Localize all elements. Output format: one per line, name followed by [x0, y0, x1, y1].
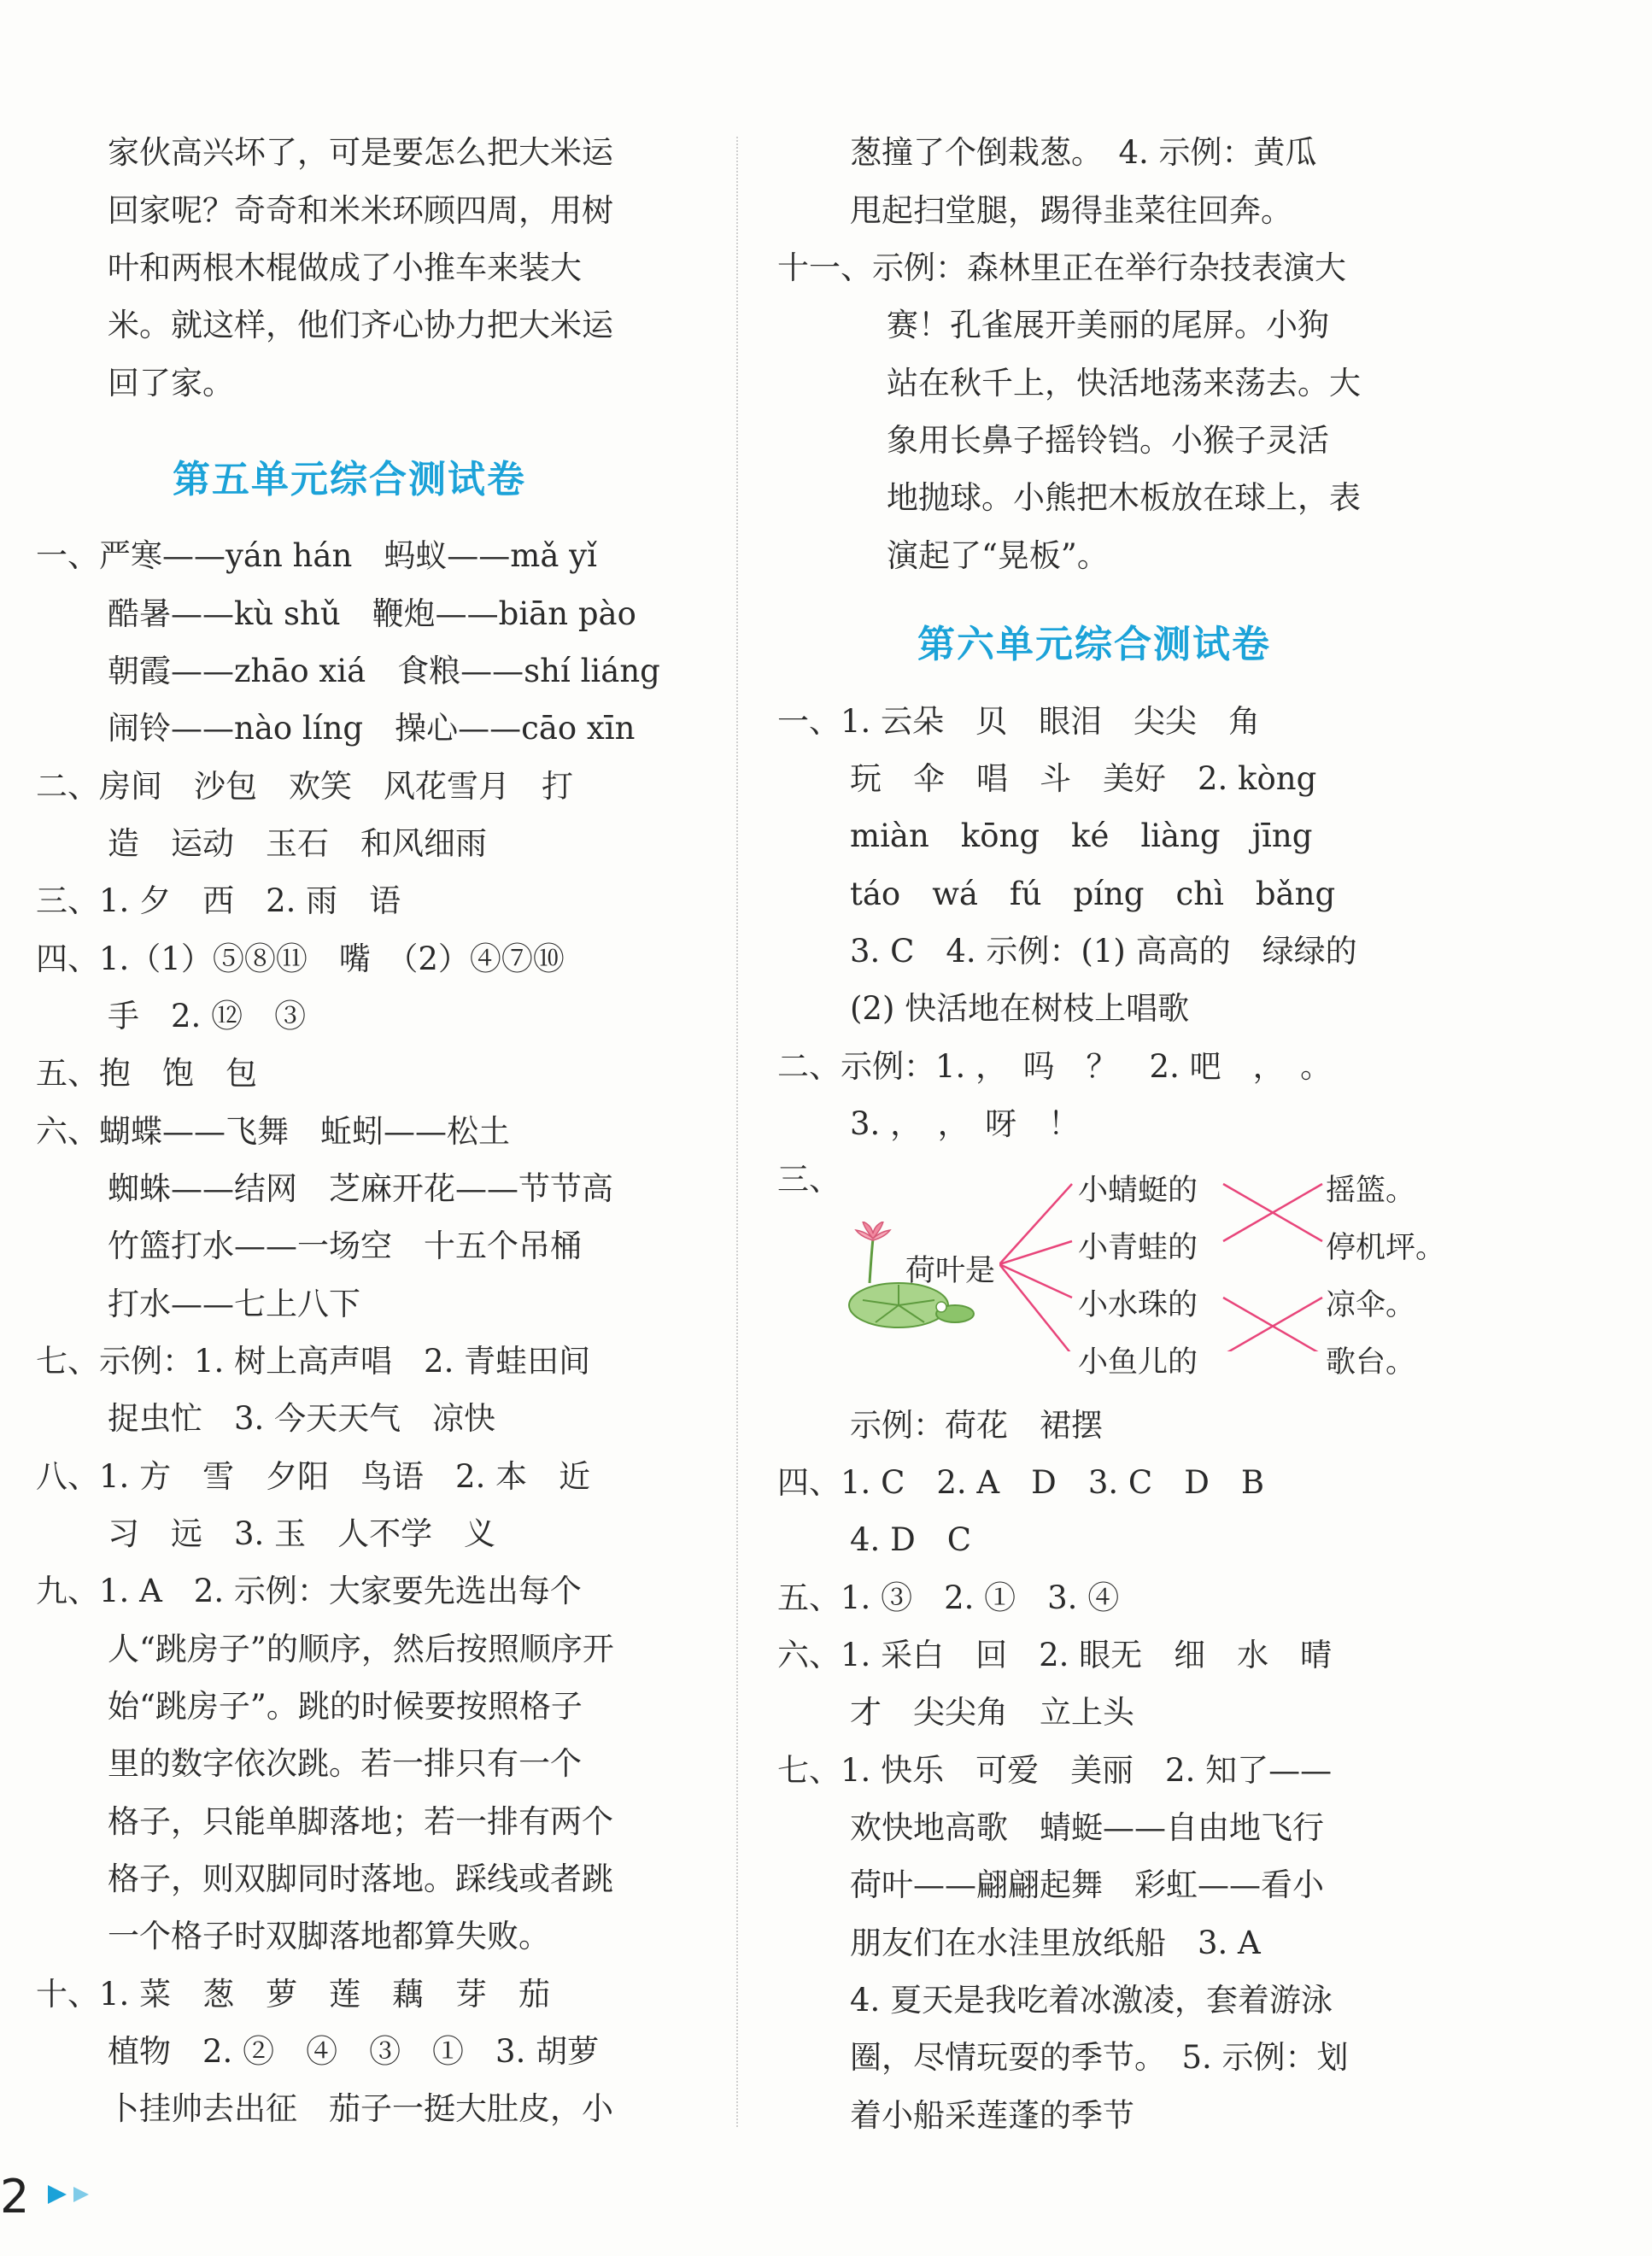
answer-line: 玩 伞 唱 斗 美好 2. kòng — [850, 760, 1317, 797]
answer-line: 欢快地高歌 蜻蜓——自由地飞行 — [850, 1809, 1324, 1846]
answer-line: 赛！孔雀展开美丽的尾屏。小狗 — [887, 307, 1329, 343]
text-line: 回家呢？奇奇和米米环顾四周，用树 — [108, 192, 613, 229]
answer-line: 象用长鼻子摇铃铛。小猴子灵活 — [887, 422, 1329, 459]
answer-line: miàn kōng ké liàng jīng — [850, 817, 1313, 854]
answer-line: 八、1. 方 雪 夕阳 鸟语 2. 本 近 — [36, 1458, 591, 1495]
answer-line: 手 2. ⑫ ③ — [108, 998, 307, 1034]
answer-line: 闹铃——nào líng 操心——cāo xīn — [108, 710, 636, 747]
answer-line: 着小船采莲蓬的季节 — [850, 2097, 1134, 2134]
match-right-item: 凉伞。 — [1326, 1288, 1416, 1322]
answer-line: 习 远 3. 玉 人不学 义 — [108, 1515, 496, 1552]
answer-line: 酷暑——kù shǔ 鞭炮——biān pào — [108, 595, 636, 632]
answer-line: 五、抱 饱 包 — [36, 1055, 257, 1092]
match-right-item: 摇篮。 — [1326, 1174, 1416, 1208]
answer-line: 卜挂帅去出征 茄子一挺大肚皮，小 — [108, 2090, 613, 2127]
match-subject: 荷叶是 — [905, 1254, 996, 1288]
answer-line: 捉虫忙 3. 今天天气 凉快 — [108, 1400, 496, 1437]
answer-line: 始“跳房子”。跳的时候要按照格子 — [108, 1688, 583, 1725]
page-arrows — [48, 2182, 96, 2211]
answer-line: 三、1. 夕 西 2. 雨 语 — [36, 882, 401, 919]
answer-line: 竹篮打水——一场空 十五个吊桶 — [108, 1228, 582, 1264]
answer-line: 示例：荷花 裙摆 — [850, 1407, 1103, 1444]
answer-line: 里的数字依次跳。若一排只有一个 — [108, 1745, 582, 1782]
text-line: 叶和两根木棍做成了小推车来装大 — [108, 249, 582, 286]
page-number: 2 — [0, 2170, 30, 2224]
answer-line: 打水——七上八下 — [108, 1286, 360, 1322]
answer-line: 葱撞了个倒栽葱。 4. 示例：黄瓜 — [850, 134, 1317, 171]
section-label: 三、 — [777, 1161, 841, 1198]
answer-line: 人“跳房子”的顺序，然后按照顺序开 — [108, 1631, 614, 1667]
column-divider — [736, 137, 738, 2127]
answer-line: 六、蝴蝶——飞舞 蚯蚓——松土 — [36, 1113, 510, 1150]
answer-line: 3. C 4. 示例：(1) 高高的 绿绿的 — [850, 933, 1357, 970]
text-line: 米。就这样，他们齐心协力把大米运 — [108, 307, 613, 343]
answer-line: 一、严寒——yán hán 蚂蚁——mǎ yǐ — [36, 537, 597, 574]
answer-line: 四、1. C 2. A D 3. C D B — [777, 1464, 1265, 1501]
answer-line: 朝霞——zhāo xiá 食粮——shí liáng — [108, 653, 660, 689]
match-left-item: 小蜻蜓的 — [1078, 1174, 1198, 1208]
arrow-right-icon — [48, 2182, 96, 2207]
answer-line: 格子，则双脚同时落地。踩线或者跳 — [108, 1860, 613, 1897]
answer-line: 四、1.（1）⑤⑧⑪ 嘴 （2）④⑦⑩ — [36, 940, 565, 977]
match-right-item: 歌台。 — [1326, 1345, 1416, 1380]
answer-line: 4. 夏天是我吃着冰激凌，套着游泳 — [850, 1982, 1333, 2019]
fan-line — [999, 1264, 1072, 1298]
answer-line: 蜘蛛——结网 芝麻开花——节节高 — [108, 1170, 613, 1207]
answer-line: 朋友们在水洼里放纸船 3. A — [850, 1925, 1261, 1961]
answer-line: 五、1. ③ 2. ① 3. ④ — [777, 1579, 1120, 1616]
unit5-title: 第五单元综合测试卷 — [173, 458, 526, 501]
answer-line: 荷叶——翩翩起舞 彩虹——看小 — [850, 1866, 1324, 1903]
answer-line: 一、1. 云朵 贝 眼泪 尖尖 角 — [777, 703, 1261, 740]
answer-line: 演起了“晃板”。 — [887, 537, 1109, 574]
answer-line: 地抛球。小熊把木板放在球上，表 — [887, 479, 1361, 516]
match-right-item: 停机坪。 — [1326, 1231, 1446, 1265]
text-line: 回了家。 — [108, 365, 234, 401]
answer-line: 圈，尽情玩耍的季节。 5. 示例：划 — [850, 2039, 1349, 2076]
answer-line: táo wá fú píng chì bǎng — [850, 876, 1336, 912]
unit6-title: 第六单元综合测试卷 — [917, 623, 1271, 666]
answer-line: 二、房间 沙包 欢笑 风花雪月 打 — [36, 768, 573, 805]
match-left-item: 小水珠的 — [1078, 1288, 1198, 1322]
answer-line: 甩起扫堂腿，踢得韭菜往回奔。 — [850, 192, 1292, 229]
answer-line: 十一、示例：森林里正在举行杂技表演大 — [777, 249, 1346, 286]
match-left-item: 小青蛙的 — [1078, 1231, 1198, 1265]
answer-line: 格子，只能单脚落地；若一排有两个 — [108, 1803, 613, 1840]
answer-line: 才 尖尖角 立上头 — [850, 1694, 1134, 1731]
fan-line — [999, 1264, 1072, 1351]
answer-line: 六、1. 采白 回 2. 眼无 细 水 晴 — [777, 1637, 1333, 1673]
answer-line: 七、示例：1. 树上高声唱 2. 青蛙田间 — [36, 1343, 591, 1380]
answer-line: 七、1. 快乐 可爱 美丽 2. 知了—— — [777, 1752, 1333, 1789]
answer-line: 二、示例：1. ， 吗 ？ 2. 吧 ， 。 — [777, 1048, 1333, 1085]
text-line: 家伙高兴坏了，可是要怎么把大米运 — [108, 134, 613, 171]
answer-line: 3. ， ， 呀 ！ — [850, 1105, 1081, 1142]
answer-line: 造 运动 玉石 和风细雨 — [108, 825, 487, 862]
match-left-item: 小鱼儿的 — [1078, 1345, 1198, 1380]
answer-line: 植物 2. ② ④ ③ ① 3. 胡萝 — [108, 2033, 600, 2070]
answer-line: 一个格子时双脚落地都算失败。 — [108, 1918, 550, 1954]
answer-line: 4. D C — [850, 1521, 972, 1558]
answer-line: (2) 快活地在树枝上唱歌 — [850, 990, 1190, 1027]
answer-line: 站在秋千上，快活地荡来荡去。大 — [887, 365, 1361, 401]
answer-line: 九、1. A 2. 示例：大家要先选出每个 — [36, 1573, 582, 1609]
answer-line: 十、1. 菜 葱 萝 莲 藕 芽 茄 — [36, 1976, 551, 2013]
